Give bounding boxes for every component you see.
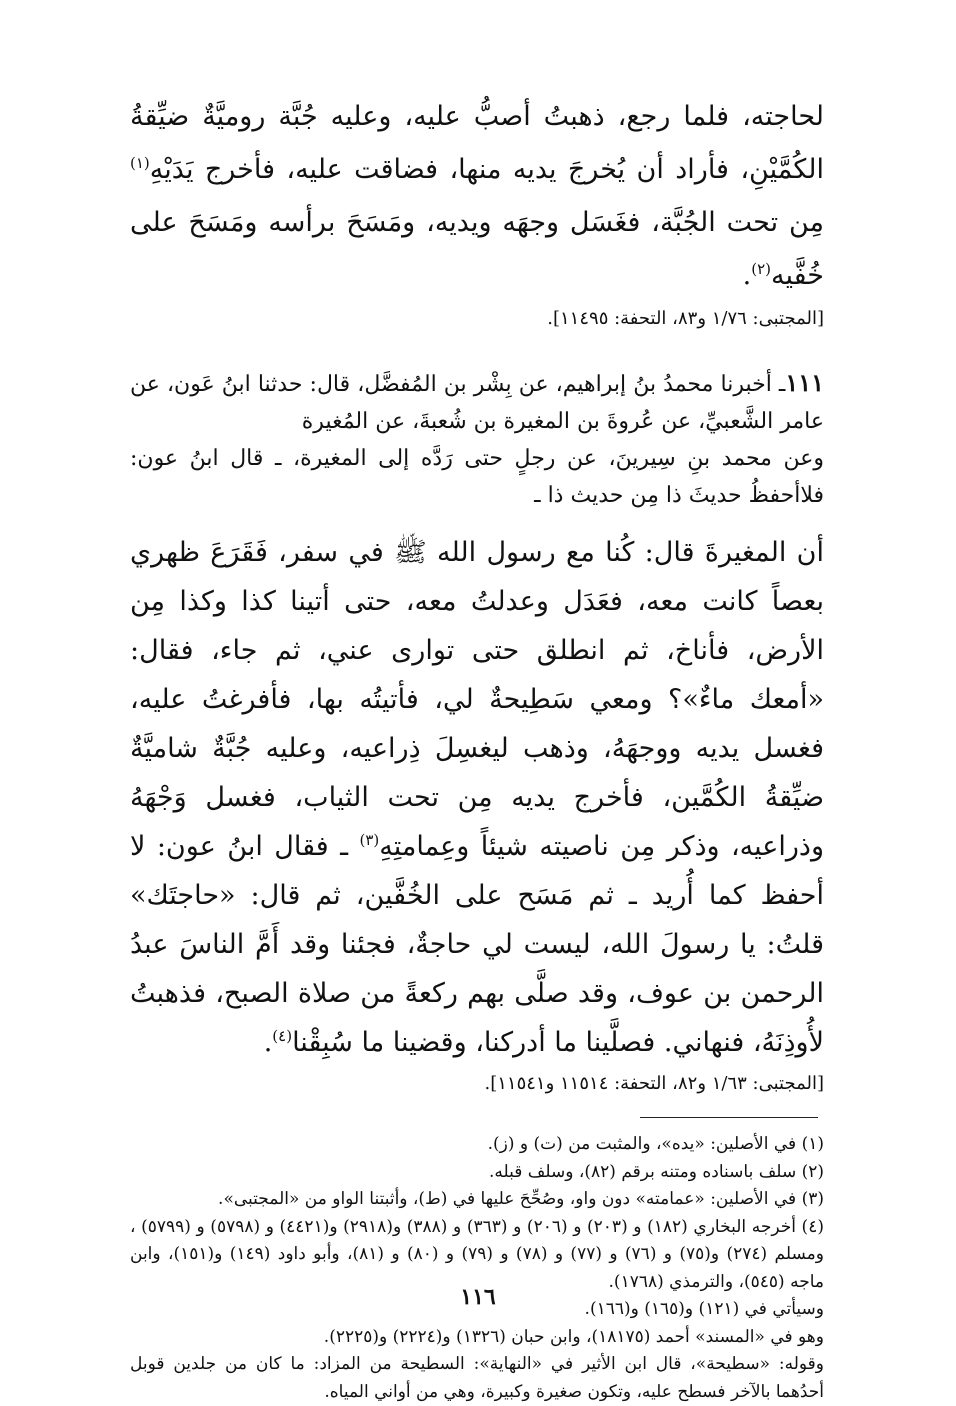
- footnote-4: (٤) أخرجه البخاري (١٨٢) و (٢٠٣) و (٢٠٦) و (٣٦٣) و (٣٨٨) و(٢٩١٨) و(٤٤٢١) و (٥٧٩٨) و (٥٧٩٩) ، ومسلم (٢٧٤) و(٧٥) و (٧٦) و (٧٧) و (٧٨) و (٧٩) و (٨٠) و (٨١)، وأبو داود (١٤٩) و(١٥١)، وابن ماجه (٥٤٥)، والترمذي (١٧٦٨).: [130, 1216, 824, 1292]
- footnote-2: (٢) سلف باسناده ومتنه برقم (٨٢)، وسلف قبله.: [489, 1161, 824, 1182]
- footnote-4-musnad: وهو في «المسند» أحمد (١٨١٧٥)، وابن حبان (١٣٢٦) و(٢٢٢٤) و(٢٢٢٥).: [323, 1326, 824, 1347]
- footnote-ref-1: (١): [130, 154, 150, 172]
- main-paragraph-part-2: ـ فقال ابنُ عون: لا أحفظ كما أُريد ـ ثم مَسَح على الخُفَّين، ثم قال: «حاجتَك» قلتُ: يا رسولَ الله، ليست لي حاجةٌ، فجئنا وقد أَمَّ الناسَ عبدُ الرحمن بن عوف، وقد صلَّى بهم ركعةً من صلاة الصبح، فذهبتُ لأُوذِنَهُ، فنهاني. فصلَّينا ما أدركنا، وقضينا ما سُبِقْنا: [130, 831, 824, 1058]
- footnote-1: (١) في الأصلين: «يده»، والمثبت من (ت) و (ز).: [487, 1134, 824, 1154]
- main-paragraph: [130, 528, 824, 1067]
- hadith-111-line-1: [130, 364, 824, 440]
- hadith-111-chain: [130, 364, 824, 514]
- page-number: ١١٦: [460, 1284, 496, 1310]
- footnotes-section: [130, 1131, 824, 1406]
- source-reference-2: [المجتبى: ١/٦٣ و٨٢، التحفة: ١١٥١٤ و١١٥٤١].: [484, 1073, 824, 1094]
- footnote-4-explanation: وقوله: «سطيحة»، قال ابن الأثير في «النهاية»: السطيحة من المزاد: ما كان من جلدين قوبل أحدُهما بالآخر فسطح عليه، وتكون صغيرة وكبيرة، وهي من أواني المياه.: [130, 1354, 824, 1402]
- main-paragraph-part-1: أن المغيرةَ قال: كُنا مع رسول الله ﷺ في سفر، فَقَرَعَ ظهري بعصاً كانت معه، فعَدَل وعدلتُ معه، حتى أتينا كذا وكذا مِن الأرض، فأناخ، ثم انطلق حتى توارى عني، ثم جاء، فقال: «أمعك ماءٌ»؟ ومعي سَطِيحةٌ لي، فأتيتُه بها، فأفرغتُ عليه، فغسل يديه ووجهَهُ، وذهب ليغسِلَ ذِراعيه، وعليه جُبَّةٌ شاميَّةٌ ضيِّقةُ الكُمَّين، فأخرج يديه مِن تحت الثياب، فغسل وَجْهَهُ وذراعيه، وذكر مِن ناصيته شيئاً وعِمامتِهِ: [130, 537, 824, 862]
- footnote-divider: [640, 1117, 818, 1118]
- footnote-4-continuation: وسيأتي في (١٢١) و(١٦٥) و(١٦٦).: [584, 1299, 824, 1319]
- top-paragraph-text: لحاجته، فلما رجع، ذهبتُ أصبُّ عليه، وعليه جُبَّة روميَّةٌ ضيِّقةُ الكُمَّيْنِ، فأراد أن يُخرجَ يديه منها، فضاقت عليه، فأخرج يَدَيْهِ: [130, 101, 824, 185]
- hadith-111-line-2: وعن محمد بنِ سِيرينَ، عن رجلٍ حتى رَدَّه إلى المغيرة، ـ قال ابنُ عون: فلاأحفظُ حديثَ ذا مِن حديث ذا ـ: [130, 446, 824, 508]
- hadith-number: ١١١: [785, 368, 824, 397]
- top-paragraph: [130, 90, 824, 302]
- top-paragraph-text-2: مِن تحت الجُبَّة، فغَسَل وجهَه ويديه، ومَسَحَ برأسه ومَسَحَ على خُفَّيه: [130, 207, 824, 291]
- footnote-3: (٣) في الأصلين: «عمامته» دون واو، وصُحِّحَ عليها في (ط)، وأثبتنا الواو من «المجتبى».: [218, 1189, 824, 1209]
- footnote-ref-3: (٣): [359, 831, 380, 849]
- footnote-ref-2: (٢): [751, 260, 772, 278]
- footnote-ref-4: (٤): [272, 1027, 293, 1045]
- hadith-111-isnad: ـ أخبرنا محمدُ بنُ إبراهيم، عن بِشْر بن المُفضَّل، قال: حدثنا ابنُ عَون، عن عامر الشَّعبيِّ، عن عُروةَ بن المغيرة بن شُعبةَ، عن المُغيرة: [130, 372, 824, 434]
- main-paragraph-end: .: [263, 1027, 273, 1058]
- top-paragraph-end: .: [742, 260, 752, 291]
- source-reference-1: [المجتبى: ١/٧٦ و٨٣، التحفة: ١١٤٩٥].: [547, 308, 824, 329]
